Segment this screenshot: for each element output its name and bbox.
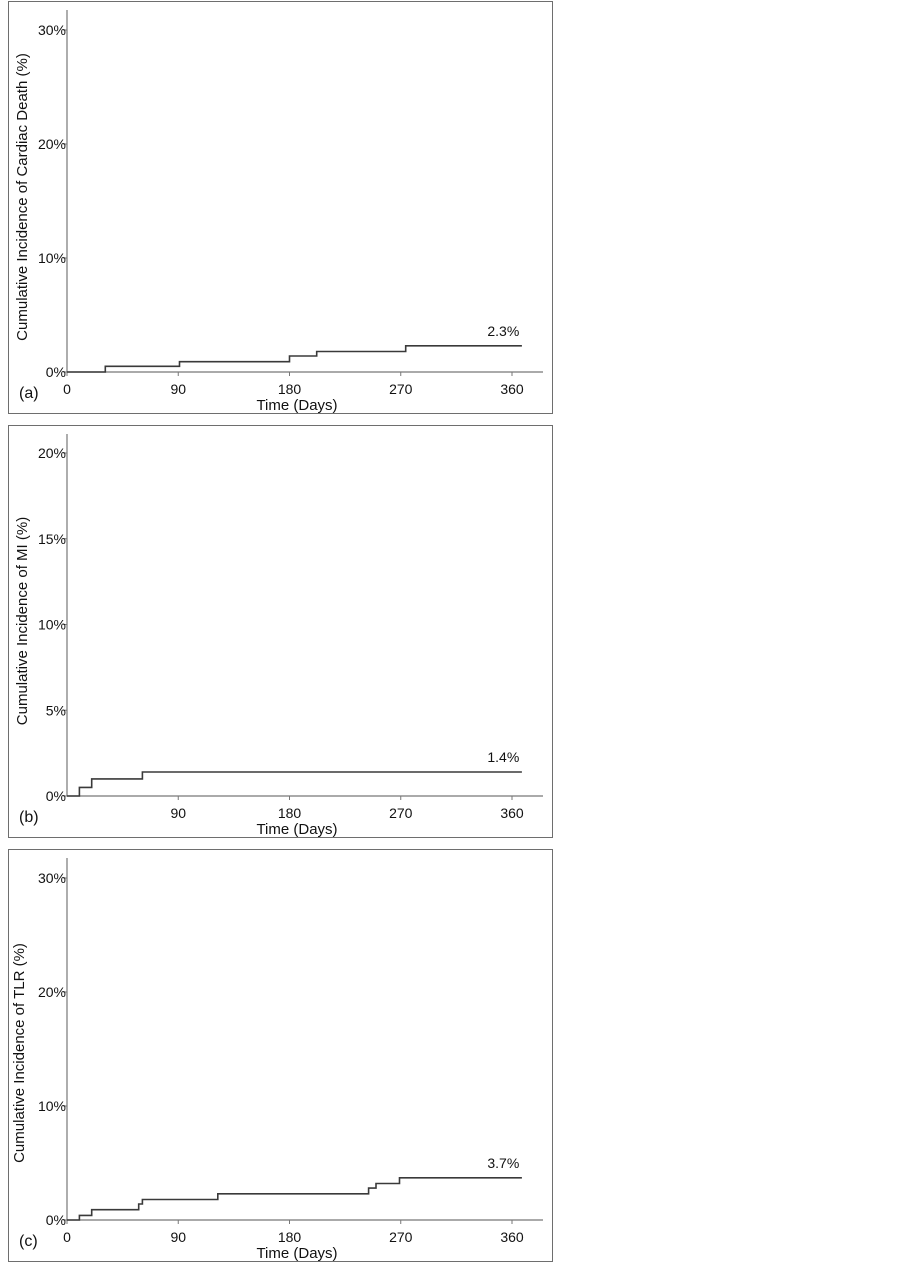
x-axis-title: Time (Days) [256,1245,338,1262]
chart-c-svg [9,850,554,1263]
y-tick-label: 30% [37,870,66,886]
y-tick-label: 0% [45,364,66,380]
y-tick-label: 15% [37,530,66,547]
end-value-label: 3.7% [487,1154,520,1171]
y-tick-label: 10% [37,616,66,633]
x-tick-label: 180 [277,1229,302,1245]
x-tick-label: 90 [170,805,187,821]
x-tick-label: 360 [500,1229,524,1245]
y-tick-label: 0% [45,788,66,804]
x-tick-label: 270 [389,381,413,397]
y-tick-label: 0% [45,1212,66,1228]
panel-label: (a) [19,385,39,402]
chart-panel-b [8,425,553,838]
incidence-step-line [67,1178,522,1220]
chart-a-svg [9,2,554,415]
incidence-step-line [67,772,522,796]
x-tick-label: 270 [389,805,413,821]
y-tick-label: 10% [37,1098,66,1114]
y-tick-label: 10% [37,250,66,266]
y-tick-label: 5% [45,702,66,719]
x-axis-title: Time (Days) [256,397,338,414]
x-tick-label: 360 [500,381,524,397]
x-tick-label: 180 [277,805,302,821]
y-tick-label: 20% [37,445,66,461]
chart-panel-a [8,1,553,414]
y-tick-label: 20% [37,984,66,1000]
x-tick-label: 90 [170,381,187,397]
end-value-label: 1.4% [487,748,520,765]
x-tick-label: 180 [277,381,302,397]
panel-label: (b) [19,809,39,826]
y-axis-title: Cumulative Incidence of MI (%) [14,516,31,726]
end-value-label: 2.3% [487,322,520,339]
x-tick-label: 0 [63,1229,71,1245]
x-tick-label: 90 [170,1229,187,1245]
y-tick-label: 30% [37,22,66,38]
x-tick-label: 270 [389,1229,413,1245]
incidence-step-line [67,346,522,372]
y-axis-title: Cumulative Incidence of TLR (%) [11,943,28,1163]
x-axis-title: Time (Days) [256,821,338,838]
chart-b-svg [9,426,554,839]
x-tick-label: 360 [500,805,524,821]
y-axis-title: Cumulative Incidence of Cardiac Death (%) [14,53,31,341]
chart-panel-c [8,849,553,1262]
x-tick-label: 0 [63,381,71,397]
panel-label: (c) [19,1233,38,1250]
y-tick-label: 20% [37,136,66,152]
